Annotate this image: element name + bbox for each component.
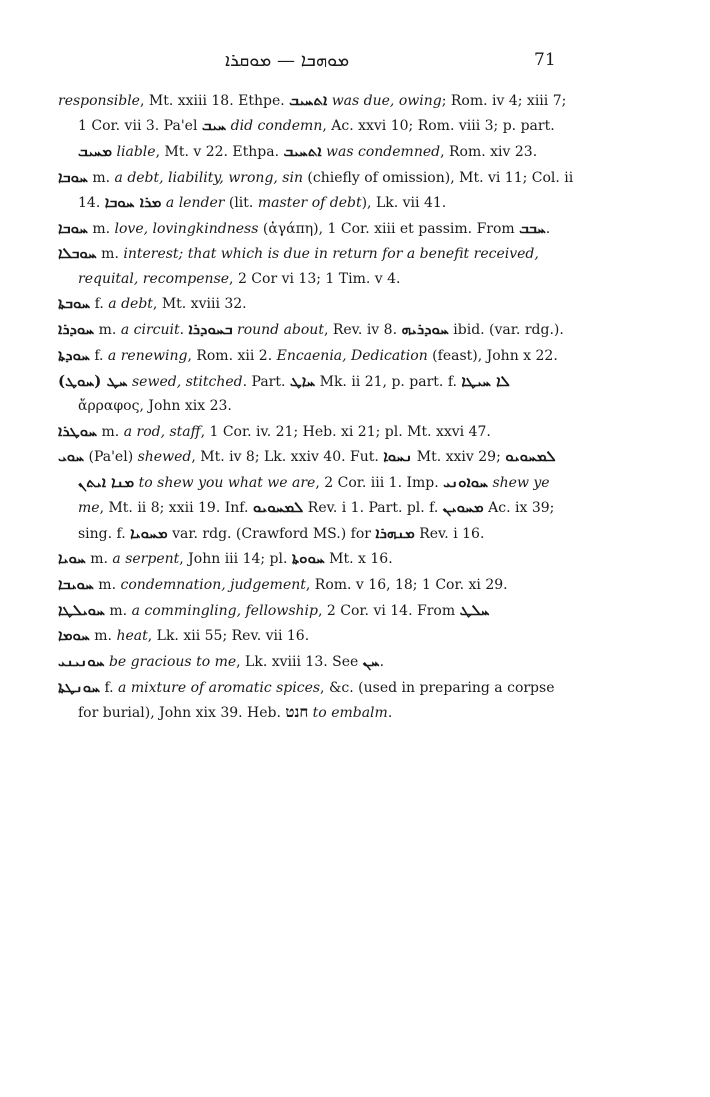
syriac-form: ܐܬܚܝܒ	[289, 91, 328, 109]
gloss-text: a serpent	[112, 551, 180, 568]
gloss-text: to embalm	[308, 705, 388, 722]
gloss-text: a mixture of aromatic spices	[118, 679, 321, 696]
reference-text: , Lk. xviii 13. See	[236, 654, 363, 671]
entry-headword: ܚܘܝܐ	[58, 549, 86, 568]
reference-text: Ac. ix 39; sing. f.	[78, 500, 555, 542]
gloss-text: condemnation, judgement	[120, 576, 306, 593]
dictionary-entry	[58, 241, 578, 291]
reference-text: .	[379, 654, 385, 671]
reference-text: (Pa'el)	[84, 449, 138, 466]
reference-text: , Lk. xii 55; Rev. vii 16.	[147, 628, 310, 645]
reference-text: .	[387, 705, 393, 722]
reference-text: m.	[85, 551, 113, 568]
dictionary-entry	[58, 419, 578, 444]
reference-text: m.	[104, 602, 132, 619]
gloss-text: a commingling, fellowship	[131, 602, 318, 619]
reference-text: , 2 Cor. vi 14. From	[317, 602, 460, 619]
reference-text: .	[179, 322, 189, 339]
reference-text: Mt. xxiv 29;	[412, 449, 506, 466]
gloss-text: to shew you what we are	[134, 474, 316, 491]
entry-list	[58, 88, 578, 726]
syriac-form: ܚܠܛ	[459, 600, 490, 619]
reference-text: , Ac. xxvi 10; Rom. viii 3; p. part.	[322, 118, 555, 135]
entry-headword: ܚܘܡܐ	[58, 626, 90, 645]
syriac-form: ܡܚܝܒ	[78, 141, 113, 160]
reference-text: f.	[100, 679, 119, 696]
reference-text: Mt. x 16.	[324, 551, 393, 568]
entry-headword: ܚܘܢܛܬܐ	[58, 677, 100, 696]
gloss-text: liable	[112, 143, 156, 160]
reference-text: Rev. i 16.	[414, 525, 485, 542]
reference-text: m.	[96, 246, 124, 263]
reference-text: . Part.	[242, 373, 290, 390]
gloss-text: a circuit	[120, 322, 180, 339]
gloss-text: interest; that which is due in return for a benefit received, requital, recompense	[78, 246, 539, 287]
dictionary-entry	[58, 216, 578, 241]
gloss-text: master of debt	[257, 194, 362, 211]
dictionary-entry	[58, 649, 578, 674]
syriac-form: ܡܚܘܝܢ	[442, 498, 484, 517]
page-header	[0, 48, 710, 78]
entry-headword: ܚܘܒܐ	[58, 167, 88, 186]
reference-text: (chiefly of omission), Mt. vi 11; Col. ii 14.	[78, 169, 574, 211]
gloss-text: a debt, liability, wrong, sin	[114, 169, 303, 186]
reference-text: , Rev. iv 8.	[323, 322, 402, 339]
reference-text: var. rdg. (Crawford MS.) for	[167, 525, 376, 542]
gloss-text: be gracious to me	[104, 654, 237, 671]
gloss-text: heat	[116, 628, 148, 645]
syriac-form: ܠܡܚܘܝܘ ܡܢܐ ܐܝܬܢ	[78, 447, 556, 491]
syriac-form: ܒܚܘܕܪܐ	[188, 320, 233, 339]
reference-text: ; Rom. iv 4; xiii 7; 1 Cor. vii 3. Pa'el	[78, 93, 567, 135]
reference-text: f.	[90, 296, 109, 313]
reference-text: (lit.	[224, 194, 258, 211]
syriac-form: ܚܘܕܪܝܗ	[401, 320, 449, 339]
gloss-text: did condemn	[226, 118, 323, 135]
gloss-text: a rod, staff	[123, 423, 201, 440]
syriac-form: ܚܝܒ	[201, 116, 227, 135]
gloss-text: responsible	[58, 93, 140, 109]
dictionary-entry	[58, 165, 578, 216]
gloss-text: shewed	[137, 449, 192, 466]
syriac-form: ܐܬܚܝܒ	[283, 141, 322, 160]
syriac-form: חנט	[285, 703, 309, 722]
reference-text: , Mt. xxiii 18. Ethpe.	[139, 93, 290, 109]
syriac-form: ܚܘܐܘܢܝ	[443, 472, 489, 491]
reference-text: m.	[89, 628, 117, 645]
gloss-text: a debt	[108, 296, 153, 313]
reference-text: , Mt. iv 8; Lk. xxiv 40. Fut.	[191, 449, 384, 466]
dictionary-entry	[58, 572, 578, 597]
dictionary-entry	[58, 598, 578, 623]
dictionary-entry	[58, 88, 578, 164]
dictionary-entry	[58, 369, 578, 419]
dictionary-entry	[58, 317, 578, 342]
reference-text: , 2 Cor vi 13; 1 Tim. v 4.	[229, 270, 401, 287]
reference-text: m.	[93, 576, 121, 593]
page-number: 71	[534, 50, 556, 70]
syriac-form: ܠܡܚܘܝܘ	[252, 498, 304, 517]
entry-headword: ܚܘܝ	[58, 447, 85, 466]
entry-headword: ܚܘܕܬܐ	[58, 345, 90, 364]
gloss-text: love, lovingkindness	[114, 220, 259, 237]
reference-text: m.	[97, 423, 124, 440]
entry-headword: ܚܘܝܒܐ	[58, 574, 94, 593]
reference-text: , Rom. xii 2.	[187, 347, 277, 364]
dictionary-entry	[58, 623, 578, 648]
reference-text: , John iii 14; pl.	[179, 551, 292, 568]
entry-headword: ܚܘܒܠܐ	[58, 244, 97, 263]
reference-text: , Rom. v 16, 18; 1 Cor. xi 29.	[305, 576, 508, 593]
syriac-form: ܡܪܐ ܚܘܒܐ	[104, 192, 162, 211]
reference-text: m.	[87, 169, 115, 186]
reference-text: , &c. (used in preparing a corpse for burial), John xix 39. Heb.	[78, 679, 555, 722]
dictionary-entry	[58, 444, 578, 546]
reference-text: ἄρραφος, John xix 23.	[78, 397, 232, 414]
entry-headword: ܚܘܢܝܢܝ	[58, 652, 105, 671]
reference-text: (feast), John x 22.	[427, 347, 558, 364]
gloss-text: Encaenia, Dedication	[276, 347, 428, 364]
reference-text: , Rom. xiv 23.	[440, 143, 538, 160]
syriac-form: ܚܐܛ	[289, 371, 316, 390]
running-head: ܡܘܗܒܐ — ܡܘܩܪܐ	[225, 50, 350, 71]
entry-headword: ܚܘܛܪܐ	[58, 421, 98, 440]
reference-text: .	[545, 220, 551, 237]
entry-headword: ܚܘܝܠܛܐ	[58, 600, 105, 619]
gloss-text: was due, owing	[327, 93, 442, 109]
reference-text: ibid. (var. rdg.).	[448, 322, 564, 339]
dictionary-entry	[58, 291, 578, 316]
syriac-form: ܠܐ ܚܝܛܐ	[461, 371, 510, 390]
entry-headword: ܚܘܕܪܐ	[58, 320, 95, 339]
reference-text: , 2 Cor. iii 1. Imp.	[315, 474, 444, 491]
gloss-text: was condemned	[321, 143, 441, 160]
reference-text: , Mt. ii 8; xxii 19. Inf.	[99, 500, 253, 517]
dictionary-entry	[58, 343, 578, 368]
syriac-form: ܢܚܘܐ	[383, 447, 413, 466]
syriac-form: ܚܢ	[362, 652, 380, 671]
reference-text: (ἀγάπη), 1 Cor. xiii et passim. From	[258, 220, 520, 237]
reference-text: Mk. ii 21, p. part. f.	[315, 373, 462, 390]
dictionary-entry	[58, 675, 578, 726]
syriac-form: ܚܘܘܬܐ	[291, 549, 325, 568]
reference-text: , Mt. xviii 32.	[152, 296, 247, 313]
reference-text: m.	[87, 220, 115, 237]
gloss-text: a renewing	[107, 347, 188, 364]
reference-text: f.	[89, 347, 108, 364]
entry-headword: ܚܘܒܬܐ	[58, 294, 91, 313]
gloss-text: sewed, stitched	[127, 373, 243, 390]
reference-text: , 1 Cor. iv. 21; Heb. xi 21; pl. Mt. xxvi 47.	[200, 423, 491, 440]
reference-text: ), Lk. vii 41.	[361, 194, 447, 211]
entry-headword: (ܚܘܛ) ܚܛ	[58, 371, 128, 390]
dictionary-entry	[58, 546, 578, 571]
gloss-text: shew ye me	[78, 474, 550, 517]
reference-text: Rev. i 1. Part. pl. f.	[303, 500, 443, 517]
reference-text: m.	[94, 322, 121, 339]
reference-text: , Mt. v 22. Ethpa.	[155, 143, 284, 160]
syriac-form: ܡܚܘܝܐ	[130, 523, 168, 542]
gloss-text: round about	[232, 322, 324, 339]
syriac-form: ܚܒܒ	[519, 218, 546, 237]
gloss-text: a lender	[161, 194, 225, 211]
syriac-form: ܡܢܗܪܐ	[375, 523, 415, 542]
entry-headword: ܚܘܒܐ	[58, 218, 88, 237]
